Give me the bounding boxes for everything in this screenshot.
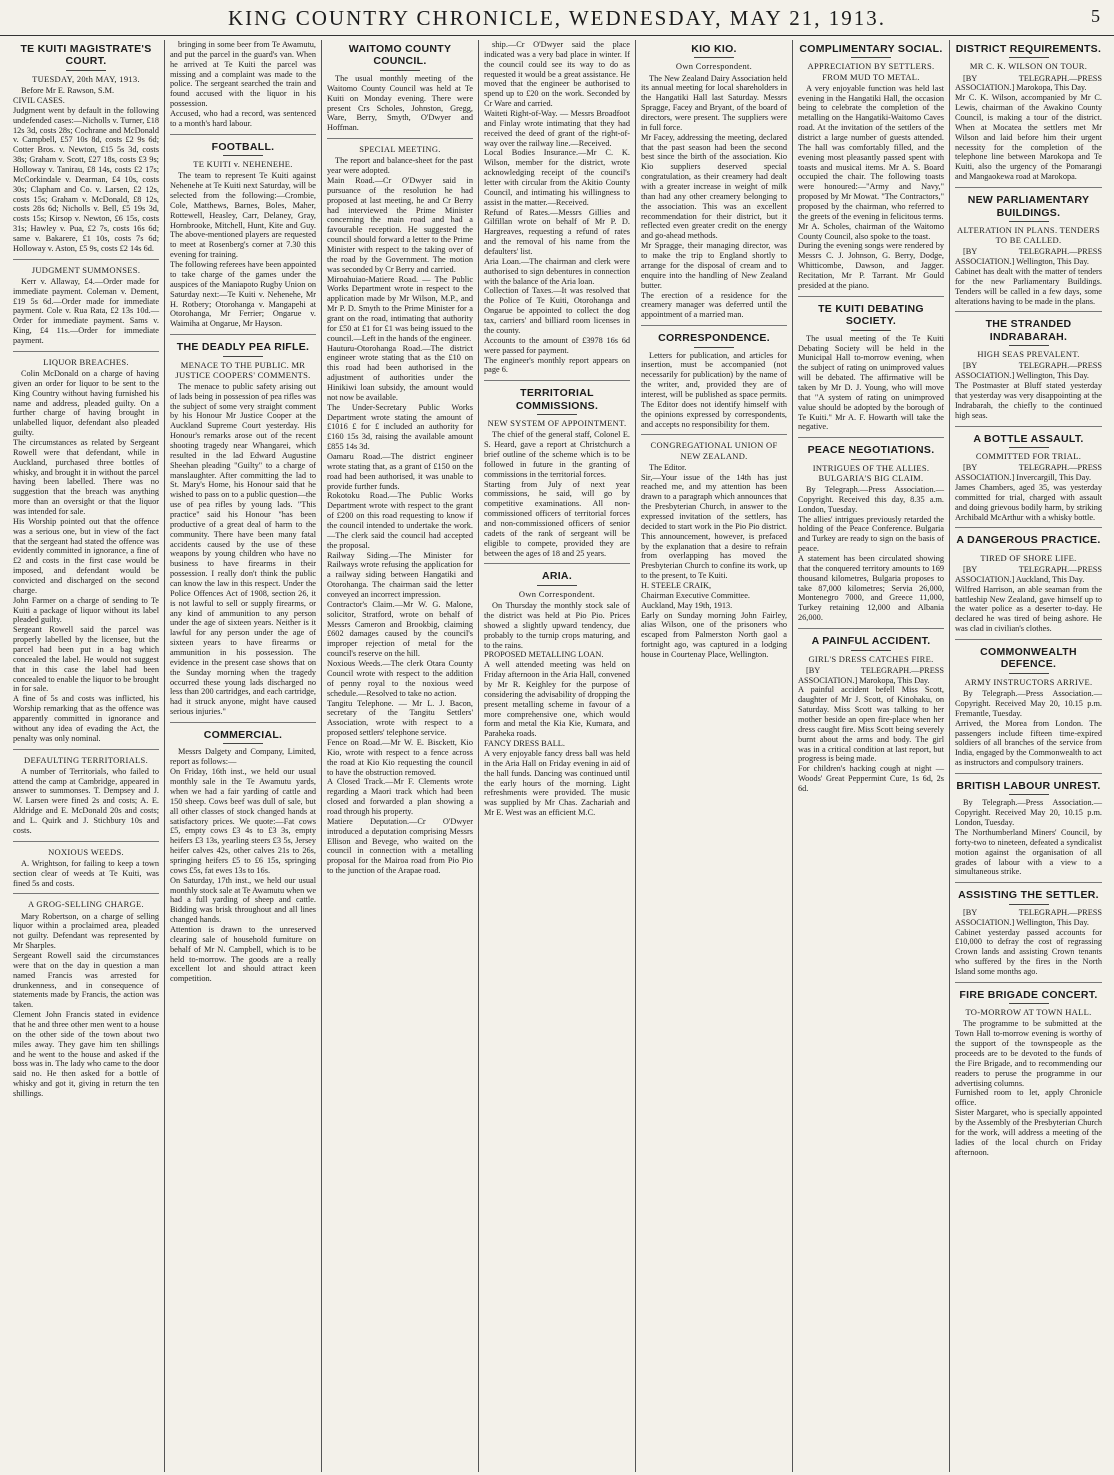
headline-rule: [223, 356, 263, 357]
article-headline: COMPLIMENTARY SOCIAL.: [799, 43, 943, 55]
headline-rule: [380, 70, 420, 71]
article-body: By Telegraph.—Press Association.—Copyright. Received May 20, 10.15 p.m. Fremantle, Tuesday. Arrived, the Morea from London. The passengers include fifteen time-expired soldiers of all branches of the service from India, engaged by the Commonwealth to act as instructors and compulsory trainers.: [955, 689, 1102, 768]
article-body: [BY TELEGRAPH.—PRESS ASSOCIATION.] Wellington, This Day. Cabinet yesterday passed accounts for £10,000 to defray the cost of regrassing Crown lands and assisting Crown tenants who suffered by the fires in the North Island some months ago.: [955, 907, 1102, 976]
article-body: On Thursday the monthly stock sale of the district was held at Pio Pio. Prices showed a slightly upward tendency, due probably to the turnip crops maturing, and to the rains. PROPOSED METALLING LOAN. A well attended meeting was held on Friday afternoon in the Aria Hall, convened by Mr R. Keighley for the purpose of considering the advisability of dropping the present metalling scheme in favour of a more comprehensive one, which would form and metal the Kia Kie, Kumara, and Paraheka roads. FANCY DRESS BALL. A very enjoyable fancy dress ball was held in the Aria Hall on Friday evening in aid of the hall funds. Dancing was continued until the early hours of the morning. Light refreshments were provided. The music was supplied by Mr Chas. Zachariah and Mr E. West was an efficient M.C.: [484, 601, 630, 818]
article-headline: WAITOMO COUNTY COUNCIL.: [348, 43, 452, 68]
masthead: [0, 0, 1114, 36]
article-subheading: ARMY INSTRUCTORS ARRIVE.: [964, 676, 1093, 687]
article: [641, 325, 787, 429]
headline-rule: [223, 155, 263, 156]
article: [484, 563, 630, 818]
article-body: [BY TELEGRAPH.—PRESS ASSOCIATION.] Marokopa, This Day. Mr C. K. Wilson, accompanied by Mr C. Lewis, chairman of the Awakino County Council, is making a tour of the district. When at Mocatea the settlers met Mr Wilson and laid before him their urgent necessity for the completion of the telephone line between Marokopa and Te Kuiti, also the urgency of the Pomarangi and Mangaokewa road at Marokopa.: [955, 73, 1102, 182]
article-subheading: TE KUITI v. NEHENEHE.: [193, 159, 293, 170]
article-body: Kerr v. Allaway, £4.—Order made for immediate payment. Coleman v. Dement, £19 5s 6d.—Order made for immediate payment. Cole v. Rua Rata, £2 13s 10d.—Order for immediate payment. Sams v. King, £4 11s.—Order for immediate payment.: [13, 276, 159, 345]
article: [170, 334, 316, 717]
article-subheading: TUESDAY, 20th MAY, 1913.: [32, 73, 140, 84]
newspaper-columns: [8, 40, 1108, 1472]
headline-rule: [537, 414, 577, 415]
article-body: [BY TELEGRAPH.—PRESS ASSOCIATION.] Auckland, This Day. Wilfred Harrison, an able seaman from the battleship New Zealand, gave himself up to the water police as a deserter to-day. He declared he was tired of being ashore. He was clad in civilian's clothes.: [955, 564, 1102, 634]
headline-rule: [1009, 345, 1049, 346]
article-headline: COMMERCIAL.: [203, 729, 283, 741]
article-subheading: CONGREGATIONAL UNION OF NEW ZEALAND.: [650, 440, 778, 461]
article: [798, 296, 944, 433]
article-subheading: MENACE TO THE PUBLIC. MR JUSTICE COOPERS' COMMENTS.: [175, 359, 311, 380]
article-body: Before Mr E. Rawson, S.M. CIVIL CASES. Judgment went by default in the following undefended cases:—Nicholls v. Turner, £18 12s 3d, costs 28s; Cochrane and McDonald v. Campbell, £57 10s 8d, costs £2 9s 6d; Cotter Bros. v. Newton, £15 5s 3d, costs 38s; Graham v. Scott, £27 18s, costs £3 9s; Holloway v. Tanirau, £8 14s, costs £2 17s; McCorkindale v. Dearman, £4 10s, costs 30s; Clapham and Co. v. Larsen, £2 12s, costs 15s; Graham v. McDonald, £8 12s, costs 28s 6d; Nicholls v. Bell, £5 19s 3d, costs 15s; Kirsop v. Newton, £6 15s, costs 31s; Hawley v. Pua, £2 7s, costs 16s 6d; same v. Bakarere, £1 10s, costs 7s 6d; Holloway v. Aston, £5 9s, costs £2 14s 6d.: [13, 86, 159, 253]
article-headline: A BOTTLE ASSAULT.: [973, 432, 1084, 445]
article-subheading: APPRECIATION BY SETTLERS. FROM MUD TO METAL.: [807, 61, 935, 82]
article: [955, 982, 1102, 1158]
article: [327, 43, 473, 133]
headline-rule: [1009, 57, 1049, 58]
article: [641, 43, 787, 320]
headline-rule: [223, 743, 263, 744]
article-body: The New Zealand Dairy Association held its annual meeting for local shareholders in the Hangatiki Hall last Saturday. Messrs Spragge, Facey and Bryant, of the board of directors, were present. The suppliers were in full force. Mr Facey, addressing the meeting, declared that the past season had been the second best since the birth of the association. Kio Kio suppliers deserved special congratulation, as their creamery had dealt with a greater increase in weight of milk than had any other creamery belonging to the association. This was an excellent recommendation for their district, but it reflected even greater credit on the energy and go-ahead methods. Mr Spragge, their managing director, was to make the trip to England shortly to arrange for the disposal of cream and to enquire into the handling of New Zealand butter. The erection of a residence for the creamery manager was deferred until the appointment of a married man.: [641, 73, 787, 320]
article-headline: DISTRICT REQUIREMENTS.: [955, 43, 1102, 55]
article-subheading: TIRED OF SHORE LIFE.: [980, 552, 1077, 563]
article: [955, 187, 1102, 306]
article-headline: NEW PARLIAMENTARY BUILDINGS.: [967, 194, 1090, 219]
newspaper-title: KING COUNTRY CHRONICLE, WEDNESDAY, MAY 21, 1913.: [228, 6, 886, 30]
article-body: By Telegraph.—Press Association.—Copyright. Received this day, 8.35 a.m. London, Tuesday. The allies' intrigues previously retarded the holding of the Peace Conference. Bulgaria and Turkey are ready to sign on the basis of peace. A statement has been circulated showing that the conquered territory amounts to 169 thousand kilometres, Bulgaria proposes to take 87,000 kilometres; Servia 26,000, Montenegro 7000, and Greece 11,000, Turkey retaining 12,000 and Albania 26,000.: [798, 485, 944, 623]
article-headline: COMMONWEALTH DEFENCE.: [980, 645, 1077, 671]
article-subheading: LIQUOR BREACHES.: [43, 356, 129, 367]
article-headline: TE KUITI DEBATING SOCIETY.: [818, 302, 924, 328]
article-headline: THE DEADLY PEA RIFLE.: [176, 341, 310, 354]
page-number: 5: [1091, 6, 1100, 26]
headline-rule: [694, 347, 734, 348]
article-body: A very enjoyable function was held last evening in the Hangatiki Hall, the occasion being to celebrate the completion of the metalling on the Hangatiki-Waitomo Caves road. At the invitation of the settlers of the district a large number of guests attended. The hall was comfortably filled, and the evening most pleasantly passed spent with toasts and musical items. Mr A. S. Board occupied the chair. The following toasts were honoured:—"Army and Navy," proposed by Mr Mowat. "The Contractors," proposed by the chairman, who referred to the greets of the evening in felicitous terms. Mr A. Scholes, chairman of the Waitomo County Council, also spoke to the toast. During the evening songs were rendered by Messrs C. J. Johnson, G. Berry, Dodge, Whitticombe, Dawson, and Jagger. Recitation, Mr P. Tarrant. Mr Gould presided at the piano.: [798, 83, 944, 290]
article: [13, 43, 159, 254]
article-body: The team to represent Te Kuiti against Nehenehe at Te Kuiti next Saturday, will be selected from the following:—Crombie, Cole, Matthews, Barnes, Boles, Maher, Rottewell, Heasley, Carr, Delaney, Gray, Hornbrooke, Mitchell, Hunt, Kite and Guy. The above-mentioned players are requested to meet at Rosenberg's corner at 7.30 this evening for training. The following referees have been appointed to take charge of the games under the auspices of the Maniapoto Rugby Union on Saturday next:—Te Kuiti v. Nehenehe, Mr H. Rotbery; Otorohanga v. Mangapehi at Otorohanga, Mr Ferrier; Ongarue v. Waimiha at Ongarue, Mr Hayson.: [170, 171, 316, 329]
column-7: [950, 40, 1107, 1472]
article-subheading: Own Correspondent.: [518, 588, 596, 599]
article-headline: A DANGEROUS PRACTICE.: [956, 534, 1101, 547]
headline-rule: [851, 57, 891, 58]
article-body: ship.—Cr O'Dwyer said the place indicated was a very bad place in winter. If the council could see its way to do as requested it would be a great assistance. He moved that the engineer be authorised to spend up to £20 on the work. Seconded by Cr Ware and carried. Waiteti Right-of-Way. — Messrs Broadfoot and Finlay wrote intimating that they had received the deed of grant of the right-of-way over the railway line.—Received. Local Bodies Insurance.—Mr C. K. Wilson, member for the district, wrote acknowledging receipt of the council's letter with circular from the Akitio County Council, and intimating his willingness to assist in the matter.—Received. Refund of Rates.—Messrs Gillies and Gilfillan wrote on behalf of Mr P. D. Hargreaves, requesting a refund of rates and the removal of his name from the defaulters' list. Aria Loan.—The chairman and clerk were authorised to sign debentures in connection with the balance of the Aria loan. Collection of Taxes.—It was resolved that the Police of Te Kuiti, Otorohanga and Ongarue be appointed to collect the dog tax, carriers' and billiard room licenses in the county. Accounts to the amount of £3978 16s 6d were passed for payment. The engineer's monthly report appears on page 6.: [484, 40, 630, 375]
headline-rule: [851, 330, 891, 331]
article-body: A number of Territorials, who failed to attend the camp at Cambridge, appeared in answer to summonses. T. Dempsey and J. W. Larsen were fined 2s and costs; A. E. Aldridge and E. McDonald 20s and costs; and L. Quirk and J. Stichbury 10s and costs.: [13, 766, 159, 835]
article-headline: THE STRANDED INDRABARAH.: [985, 318, 1072, 343]
article-headline: FIRE BRIGADE CONCERT.: [959, 988, 1098, 1001]
article: [641, 434, 787, 659]
article-subheading: GIRL'S DRESS CATCHES FIRE.: [808, 653, 934, 664]
article: [13, 841, 159, 889]
article: [798, 437, 944, 623]
headline-rule: [1009, 549, 1049, 550]
article: [955, 311, 1102, 420]
article-subheading: A GROG-SELLING CHARGE.: [28, 899, 144, 910]
article: [484, 40, 630, 375]
headline-rule: [1009, 447, 1049, 448]
article-body: bringing in some beer from Te Awamutu, and put the parcel in the guard's van. When he arrived at Te Kuiti the parcel was missing and a complaint was made to the police. The sergeant searched the train and found accused with the liquor in his possession. Accused, who had a record, was sentenced to a month's hard labour.: [170, 40, 316, 128]
article: [798, 43, 944, 291]
column-6: [793, 40, 950, 1472]
article-body: The Editor. Sir,—Your issue of the 14th has just reached me, and my attention has been drawn to a paragraph which announces that the Presbyterian Church, in answer to the expressed invitation of the settlers, has decided to start work in the Pio Pio district. This announcement, however, is prefaced by the explanation that a desire to refrain from overlapping has moved the Presbyterian Church to confine its work, up to the present, to Te Kuiti. H. STEELE CRAIK, Chairman Executive Committee. Auckland, May 19th, 1913. Early on Sunday morning John Fairley, alias Wilson, one of the prisoners who escaped from Palmerston North gaol a fortnight ago, was captured in a lodging house in Courtenay Place, Wellington.: [641, 462, 787, 659]
article: [955, 43, 1102, 182]
article-body: The programme to be submitted at the Town Hall to-morrow evening is worthy of the support of the townspeople as the proceeds are to be devoted to the funds of the Fire Brigade, and to recommending our readers to peruse the programme in our advertising columns. Furnished room to let, apply Chronicle office. Sister Margaret, who is specially appointed by the Assembly of the Presbyterian Church for the work, will address a meeting of the ladies of the local church on Friday afternoon.: [955, 1019, 1102, 1157]
article-headline: ARIA.: [541, 570, 573, 583]
article: [13, 351, 159, 744]
article-body: [BY TELEGRAPH.—PRESS ASSOCIATION.] Wellington, This Day. Cabinet has dealt with the matter of tenders for the new Parliamentary Buildings. Tenders will be called in a few days, some alterations having to be made in the plans.: [955, 247, 1102, 306]
article-body: A. Wrightson, for failing to keep a town section clear of weeds at Te Kuiti, was fined 5s and costs.: [13, 858, 159, 888]
article: [13, 259, 159, 346]
article-headline: BRITISH LABOUR UNREST.: [956, 779, 1101, 792]
article-headline: PEACE NEGOTIATIONS.: [807, 444, 935, 457]
article-subheading: JUDGMENT SUMMONSES.: [31, 264, 141, 275]
headline-rule: [1009, 794, 1049, 795]
article-body: Colin McDonald on a charge of having given an order for liquor to be sent to the King Country without having furnished his name and address, pleaded guilty. On a further charge of having brought in unlabelled liquor, defendant also pleaded guilty. The circumstances as related by Sergeant Rowell were that defendant, while in Auckland, purchased three bottles of whisky, and brought it in without the parcel having been labelled. There was no suggestion that the breach was anything more than an oversight or that the liquor was intended for sale. His Worship pointed out that the offence was a serious one, but in view of the fact that the sergeant had stated the offence was evidently committed in ignorance, a fine of £2 and costs in the first case would be imposed, and defendant would be convicted and discharged on the second charge. John Farmer on a charge of sending to Te Kuiti a package of liquor without its label pleaded guilty. Sergeant Rowell said the parcel was properly labelled by the licensee, but the parcel had been put in a bag which concealed the label. He would not suggest that in this case the label had been concealed to enable the liquor to be brought in for sale. A fine of 5s and costs was inflicted, his Worship remarking that as the offence was apparently committed in ignorance and without any idea of evading the Act, the penalty was only nominal.: [13, 368, 159, 743]
article: [13, 893, 159, 1098]
headline-rule: [694, 57, 734, 58]
article-body: Messrs Dalgety and Company, Limited, report as follows:— On Friday, 16th inst., we held our usual monthly sale in the Te Awamutu yards, when we had a fair yarding of cattle and 150 sheep. Cows beef was dull of sale, but all other classes of stock changed hands at satisfactory prices. We quote:—Fat cows £5, empty cows £3 4s to £3 3s, empty heifers £3 13s, yearling steers £3 5s, Jersey heifer calves 42s, other calves 21s to 26s, springing heifers £5 to £6 15s, springing cows £5s, fat ewes 13s to 16s. On Saturday, 17th inst., we held our usual monthly stock sale at Te Awamutu when we had a full yarding of sheep and cattle. Bidding was brisk throughout and all lines changed hands. Attention is drawn to the unreserved clearing sale of household furniture on behalf of Mr N. Campbell, which is to be held to-morrow. The goods are a really excellent lot and should attract keen competition.: [170, 747, 316, 984]
article-body: The usual meeting of the Te Kuiti Debating Society will be held in the Municipal Hall to-morrow evening, when the subject of rating on unimproved values will be debated. The affirmative will be taken by Mr D. J. Young, who will move that "A system of rating on unimproved value should be adopted by the borough of Te Kuiti." Mr A. F. Howarth will take the negative.: [798, 333, 944, 432]
article-headline: TERRITORIAL COMMISSIONS.: [515, 387, 599, 412]
article-subheading: ALTERATION IN PLANS. TENDERS TO BE CALLED.: [957, 225, 1100, 246]
headline-rule: [851, 459, 891, 460]
article: [955, 773, 1102, 877]
article: [170, 134, 316, 329]
column-1: [8, 40, 165, 1472]
article: [170, 722, 316, 984]
article: [955, 882, 1102, 977]
article: [327, 138, 473, 876]
article-headline: FOOTBALL.: [211, 140, 275, 153]
article-subheading: TO-MORROW AT TOWN HALL.: [965, 1007, 1092, 1018]
article-body: [BY TELEGRAPH.—PRESS ASSOCIATION.] Invercargill, This Day. James Chambers, aged 35, was yesterday committed for trial, charged with assault and doing grievous bodily harm, by striking Archibald McArthur with a whisky bottle.: [955, 463, 1102, 522]
article-subheading: MR C. K. WILSON ON TOUR.: [969, 61, 1088, 72]
article-subheading: NOXIOUS WEEDS.: [48, 846, 124, 857]
article-body: The report and balance-sheet for the past year were adopted. Main Road.—Cr O'Dwyer said in pursuance of the resolution he had proposed at last meeting, he and Cr Berry had interviewed the Prime Minister concerning the main road and had a favourable reception. He suggested the council should forward a letter to the Prime Minister with respect to the taking over of the road by the Government. The motion was seconded by Cr Berry and carried. Miroahuiao-Matiere Road. — The Public Works Department wrote in respect to the application made by Mr Wilson, M.P., and Mr P. D. Smyth to the Prime Minister for a grant on the road, intimating that authority for £50 at £1 for £1 was being issued to the council.—Left in the hands of the engineer. Hauturu-Otorohanga Road.—The district engineer wrote stating that as the £10 on this road had been authorised in the adjustment of authorities under the Hinikiwi loan subsidy, the amount would not now be available. The Under-Secretary Public Works Department wrote stating the amount of £1016 £ for £ included an authority for £160 15s 3d, raising the available amount £855 14s 3d. Oamaru Road.—The district engineer wrote stating that, as a grant of £150 on the road had been authorised, it was unable to provide further funds. Rokotoku Road.—The Public Works Department wrote with respect to the grant of £200 on this road requesting to know if the council intended to undertake the work.—The clerk said the council had accepted the proposal. Railway Siding.—The Minister for Railways wrote refusing the application for a railway siding between Hangatiki and Otorohanga. The chairman said the letter conveyed an incorrect impression. Contractor's Claim.—Mr W. G. Malone, solicitor, Stratford, wrote on behalf of Messrs Cameron and Brookbig, claiming £602 damages caused by the council's improper rejection of metal for the council's reserve on the hill. Noxious Weeds.—The clerk Otara County Council wrote with respect to the addition of penny royal to the noxious weed schedule.—Resolved to take no action. Tangitu Telephone. — Mr L. J. Bacon, secretary of the Tangitu Settlers' Association, wrote with respect to a proposed settlers' telephone service. Fence on Road.—Mr W. E. Bisckett, Kio Kio, wrote with respect to a fence across the road at Kio Kio requesting the council to have the obstruction removed. A Closed Track.—Mr F. Clements wrote regarding a Maori track which had been closed and forwarded a plan showing a road through his property. Matiere Deputation.—Cr O'Dwyer introduced a deputation comprising Messrs Ellison and Bevege, who waited on the council in connection with a metalling proposal for the Mairoa road from Pio Pio to the junction of the Arapae road.: [327, 156, 473, 876]
headline-rule: [66, 70, 106, 71]
article: [170, 40, 316, 129]
article-body: Letters for publication, and articles for insertion, must be accompanied (not necessarily for publication) by the name of the writer, and, provided they are of interest, will be published as space permits. The Editor does not identify himself with the opinions expressed by correspondents, and accepts no responsibility for them.: [641, 350, 787, 429]
column-5: [636, 40, 793, 1472]
article-subheading: DEFAULTING TERRITORIALS.: [24, 754, 148, 765]
headline-rule: [537, 585, 577, 586]
article-body: The chief of the general staff, Colonel E. S. Heard, gave a report at Christchurch a brief outline of the scheme which is to be followed in future in the granting of commissions in the territorial forces. Starting from July of next year commissions, he said, will go by competitive examinations. All non-commissioned officers of territorial forces and non-commissioned officers of senior cadets of the rank of sergeant will be eligible to compete, provided they are between the ages of 18 and 25 years.: [484, 430, 630, 558]
article-subheading: Own Correspondent.: [675, 61, 753, 72]
article: [955, 527, 1102, 634]
article-headline: CORRESPONDENCE.: [658, 332, 770, 345]
headline-rule: [1009, 221, 1049, 222]
article-subheading: SPECIAL MEETING.: [359, 144, 441, 155]
article-subheading: HIGH SEAS PREVALENT.: [977, 349, 1080, 360]
article: [955, 426, 1102, 523]
headline-rule: [1009, 904, 1049, 905]
article-subheading: COMMITTED FOR TRIAL.: [975, 451, 1082, 462]
article-subheading: NEW SYSTEM OF APPOINTMENT.: [487, 418, 627, 429]
headline-rule: [1009, 673, 1049, 674]
article-body: [BY TELEGRAPH.—PRESS ASSOCIATION.] Wellington, This Day. The Postmaster at Bluff stated yesterday that yesterday was very disappointing at the Indrabarah, the chiefly to the continued high seas.: [955, 361, 1102, 420]
column-3: [322, 40, 479, 1472]
column-4: [479, 40, 636, 1472]
article-subheading: INTRIGUES OF THE ALLIES. BULGARIA'S BIG CLAIM.: [812, 462, 930, 483]
column-2: [165, 40, 322, 1472]
article: [798, 628, 944, 794]
headline-rule: [851, 650, 891, 651]
article-headline: KIO KIO.: [691, 43, 737, 55]
article-body: The menace to public safety arising out of lads being in possession of pea rifles was the subject of some very straight comment by his Honour Mr Justice Cooper at the Auckland Supreme Court yesterday. His Honour's remarks arose out of the recent shooting tragedy near Whangarei, which resulted in the lad Edward Augustine Sheehan pleading "Guilty" to a charge of manslaughter. After committing the lad to St. Mary's Home, his Honour said that he wished to pass on to a public question—the use of pea rifles by young lads. "This practice" said his Honour "has been productive of a great deal of harm to the community. There have been many fatal accidents caused by the use of these weapons by young children who have no business to have firearms in their possession. I really don't think the public can know the law in this respect. Under the Police Offences Act of 1908, section 26, it is not lawful to sell or supply firearms, or any kind of ammunition to any person under the age of sixteen years. Neither is it lawful for any person under the age of sixteen years to have firearms or ammunition in his possession. The evidence in the present case shows that on the Sunday morning when the tragedy occurred these young lads discharged no less than 200 cartridges, and each cartridge, had it struck anyone, might have caused serious injuries.": [170, 381, 316, 717]
article-body: By Telegraph.—Press Association.—Copyright. Received May 20, 10.15 p.m. London, Tuesday. The Northumberland Miners' Council, by forty-two to nineteen, defeated a syndicalist motion against the organisation of all grades of labour with a view to a simultaneous strike.: [955, 798, 1102, 877]
article-headline: A PAINFUL ACCIDENT.: [811, 635, 931, 648]
article: [955, 639, 1102, 768]
article: [484, 380, 630, 558]
article-headline: ASSISTING THE SETTLER.: [958, 889, 1099, 902]
article-body: Mary Robertson, on a charge of selling liquor within a proclaimed area, pleaded not guilty. Defendant was represented by Mr Sharples. Sergeant Rowell said the circumstances were that on the day in question a man named Francis was arrested for drunkenness, and in consequence of statements made by Francis, the action was taken. Clement John Francis stated in evidence that he and three other men went to a house on the other side of the town about two miles away. They gave him ten shillings and he went to the house and asked if the boss was in. The lady who came to the door said no. He then asked for a bottle of whisky and got it, giving in return the ten shillings.: [13, 911, 159, 1098]
article: [13, 749, 159, 836]
article-body: The usual monthly meeting of the Waitomo County Council was held at Te Kuiti on Monday evening. There were present Crs Scholes, Johnston, Gregg, Ware, Berry, Smyth, O'Dwyer and Hoffman.: [327, 73, 473, 133]
headline-rule: [1009, 1003, 1049, 1004]
article-headline: TE KUITI MAGISTRATE'S COURT.: [20, 43, 152, 68]
article-body: [BY TELEGRAPH.—PRESS ASSOCIATION.] Marokopa, This Day. A painful accident befell Miss Scott, daughter of Mr J. Scott, of Kinohaku, on Saturday. Miss Scott was talking to her mother beside an open fire-place when her dress caught fire. Miss Scott being severely burnt about the arms and body. The girl was in a critical condition at last report, but progress is being made. For children's hacking cough at night — Woods' Great Peppermint Cure, 1s 6d, 2s 6d.: [798, 665, 944, 793]
